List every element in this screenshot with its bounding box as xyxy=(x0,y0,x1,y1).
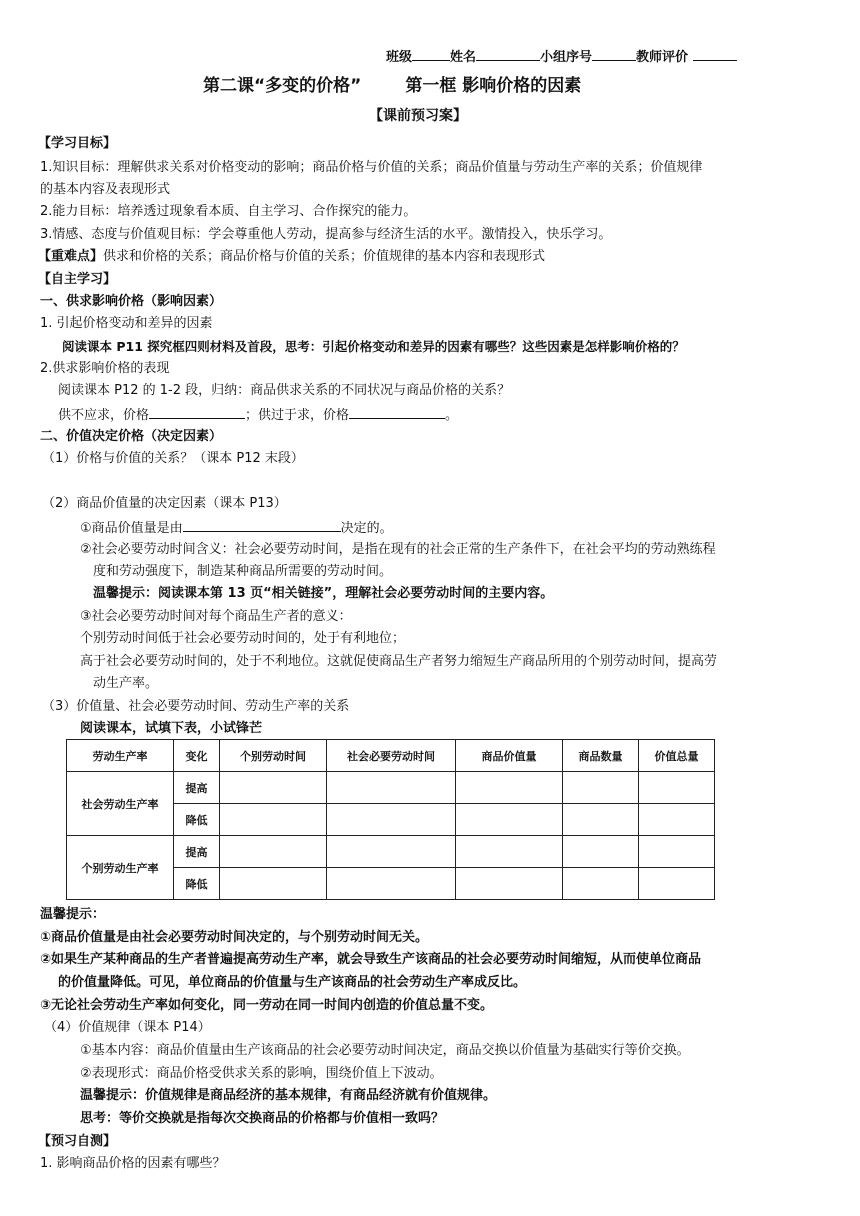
table-cell[interactable] xyxy=(639,868,715,900)
table-cell[interactable] xyxy=(639,836,715,868)
s2-item-2c-2a: 高于社会必要劳动时间的，处于不利地位。这就促使商品生产者努力缩短生产商品所用的个别劳动时间，提高劳 xyxy=(80,654,718,669)
s2-item-2b-line1: ②社会必要劳动时间含义：社会必要劳动时间，是指在现有的社会正常的生产条件下，在社会平均的劳动熟练程 xyxy=(80,542,716,557)
s2-item-2c: ③社会必要劳动时间对每个商品生产者的意义： xyxy=(80,609,352,624)
s2-tip: 温馨提示：阅读课本第 13 页“相关链接”，理解社会必要劳动时间的主要内容。 xyxy=(93,586,554,601)
section-1-title: 一、供求影响价格（影响因素） xyxy=(40,294,223,309)
tips-heading: 温馨提示： xyxy=(40,907,106,922)
key-points xyxy=(38,247,545,267)
value-determinant-blank[interactable] xyxy=(183,517,341,532)
s2-item-2a: ①商品价值量是由 决定的。 xyxy=(80,517,393,539)
table-cell[interactable] xyxy=(220,804,327,836)
teacher-blank[interactable] xyxy=(693,46,737,61)
productivity-table xyxy=(66,739,715,900)
table-cell[interactable] xyxy=(327,804,456,836)
table-cell[interactable] xyxy=(220,868,327,900)
row-change: 降低 xyxy=(174,868,220,900)
teacher-label: 教师评价 xyxy=(636,50,689,65)
th-value: 商品价值量 xyxy=(456,740,563,772)
th-productivity: 劳动生产率 xyxy=(67,740,174,772)
s2-item-2: （2）商品价值量的决定因素（课本 P13） xyxy=(42,496,287,511)
tip-2-line2: 的价值量降低。可见，单位商品的价值量与生产该商品的社会劳动生产率成反比。 xyxy=(58,975,527,990)
law-think: 思考：等价交换就是指每次交换商品的价格都与价值相一致吗？ xyxy=(80,1111,445,1126)
group-label: 小组序号 xyxy=(540,50,593,65)
name-blank[interactable] xyxy=(476,46,540,61)
s2-item-3: （3）价值量、社会必要劳动时间、劳动生产率的关系 xyxy=(42,699,350,714)
section-title: 【课前预习案】 xyxy=(369,108,467,124)
frame-title: 第一框 影响价格的因素 xyxy=(405,76,582,96)
class-blank[interactable] xyxy=(412,46,450,61)
tip-3: ③无论社会劳动生产率如何变化，同一劳动在同一时间内创造的价值总量不变。 xyxy=(40,998,494,1013)
table-cell[interactable] xyxy=(639,804,715,836)
s2-item-1: （1）价格与价值的关系？（课本 P12 末段） xyxy=(42,451,304,466)
table-cell[interactable] xyxy=(327,868,456,900)
group-blank[interactable] xyxy=(592,46,636,61)
th-change: 变化 xyxy=(174,740,220,772)
supply-demand-fill: 供不应求，价格 ；供过于求，价格 。 xyxy=(58,404,458,426)
header-info xyxy=(386,46,737,68)
name-label: 姓名 xyxy=(450,50,477,65)
row-change: 提高 xyxy=(174,836,220,868)
surplus-price-blank[interactable] xyxy=(349,404,445,419)
row-change: 提高 xyxy=(174,772,220,804)
s2-item-3-read: 阅读课本，试填下表，小试锋芒 xyxy=(80,721,263,736)
s1-item-1: 1. 引起价格变动和差异的因素 xyxy=(40,316,213,331)
table-cell[interactable] xyxy=(456,868,563,900)
test-heading: 【预习自测】 xyxy=(38,1134,117,1149)
th-total-value: 价值总量 xyxy=(639,740,715,772)
s2-item-2c-1: 个别劳动时间低于社会必要劳动时间的，处于有利地位； xyxy=(80,631,406,646)
table-cell[interactable] xyxy=(639,772,715,804)
law-title: （4）价值规律（课本 P14） xyxy=(44,1020,211,1035)
table-cell[interactable] xyxy=(456,836,563,868)
law-2: ②表现形式：商品价格受供求关系的影响，围绕价值上下波动。 xyxy=(80,1066,443,1081)
class-label: 班级 xyxy=(386,50,413,65)
law-tip: 温馨提示：价值规律是商品经济的基本规律，有商品经济就有价值规律。 xyxy=(80,1088,497,1103)
goal-1-line2: 的基本内容及表现形式 xyxy=(40,182,171,197)
s1-item-2: 2.供求影响价格的表现 xyxy=(40,361,170,376)
s2-item-2b-line2: 度和劳动强度下，制造某种商品所需要的劳动时间。 xyxy=(93,564,393,579)
goals-heading: 【学习目标】 xyxy=(38,136,117,151)
goal-2: 2.能力目标：培养透过现象看本质、自主学习、合作探究的能力。 xyxy=(40,204,417,219)
th-social-time: 社会必要劳动时间 xyxy=(327,740,456,772)
table-cell[interactable] xyxy=(220,772,327,804)
table-cell[interactable] xyxy=(327,772,456,804)
tip-1: ①商品价值量是由社会必要劳动时间决定的，与个别劳动时间无关。 xyxy=(40,930,429,945)
th-individual-time: 个别劳动时间 xyxy=(220,740,327,772)
lesson-title: 第二课“多变的价格” xyxy=(203,76,362,96)
goal-3: 3.情感、态度与价值观目标：学会尊重他人劳动，提高参与经济生活的水平。激情投入，快乐学习。 xyxy=(40,227,612,242)
tip-2-line1: ②如果生产某种商品的生产者普遍提高劳动生产率，就会导致生产该商品的社会必要劳动时间缩短，从而使单位商品 xyxy=(40,952,702,967)
table-cell[interactable] xyxy=(563,836,639,868)
table-cell[interactable] xyxy=(563,772,639,804)
table-cell[interactable] xyxy=(220,836,327,868)
th-quantity: 商品数量 xyxy=(563,740,639,772)
key-heading: 【重难点】 xyxy=(38,249,104,264)
table-cell[interactable] xyxy=(456,804,563,836)
row-group-social: 社会劳动生产率 xyxy=(67,772,174,836)
law-1: ①基本内容：商品价值量由生产该商品的社会必要劳动时间决定，商品交换以价值量为基础实行等价交换。 xyxy=(80,1043,690,1058)
table-cell[interactable] xyxy=(563,804,639,836)
s1-item-2-read: 阅读课本 P12 的 1-2 段，归纳：商品供求关系的不同状况与商品价格的关系？ xyxy=(58,383,511,398)
table-cell[interactable] xyxy=(563,868,639,900)
s2-item-2c-2b: 动生产率。 xyxy=(93,676,159,691)
goal-1-line1: 1.知识目标：理解供求关系对价格变动的影响；商品价格与价值的关系；商品价值量与劳动生产率的关系；价值规律 xyxy=(40,160,703,175)
key-text: 供求和价格的关系；商品价格与价值的关系；价值规律的基本内容和表现形式 xyxy=(103,249,546,264)
table-cell[interactable] xyxy=(456,772,563,804)
page-title xyxy=(203,76,581,96)
self-study-heading: 【自主学习】 xyxy=(38,272,117,287)
table-cell[interactable] xyxy=(327,836,456,868)
row-group-individual: 个别劳动生产率 xyxy=(67,836,174,900)
row-change: 降低 xyxy=(174,804,220,836)
shortage-price-blank[interactable] xyxy=(149,404,245,419)
s1-item-1-question: 阅读课本 P11 探究框四则材料及首段，思考：引起价格变动和差异的因素有哪些？这些因素是怎样影响价格的？ xyxy=(62,339,685,354)
test-question-1: 1. 影响商品价格的因素有哪些？ xyxy=(40,1156,226,1171)
section-2-title: 二、价值决定价格（决定因素） xyxy=(40,429,223,444)
